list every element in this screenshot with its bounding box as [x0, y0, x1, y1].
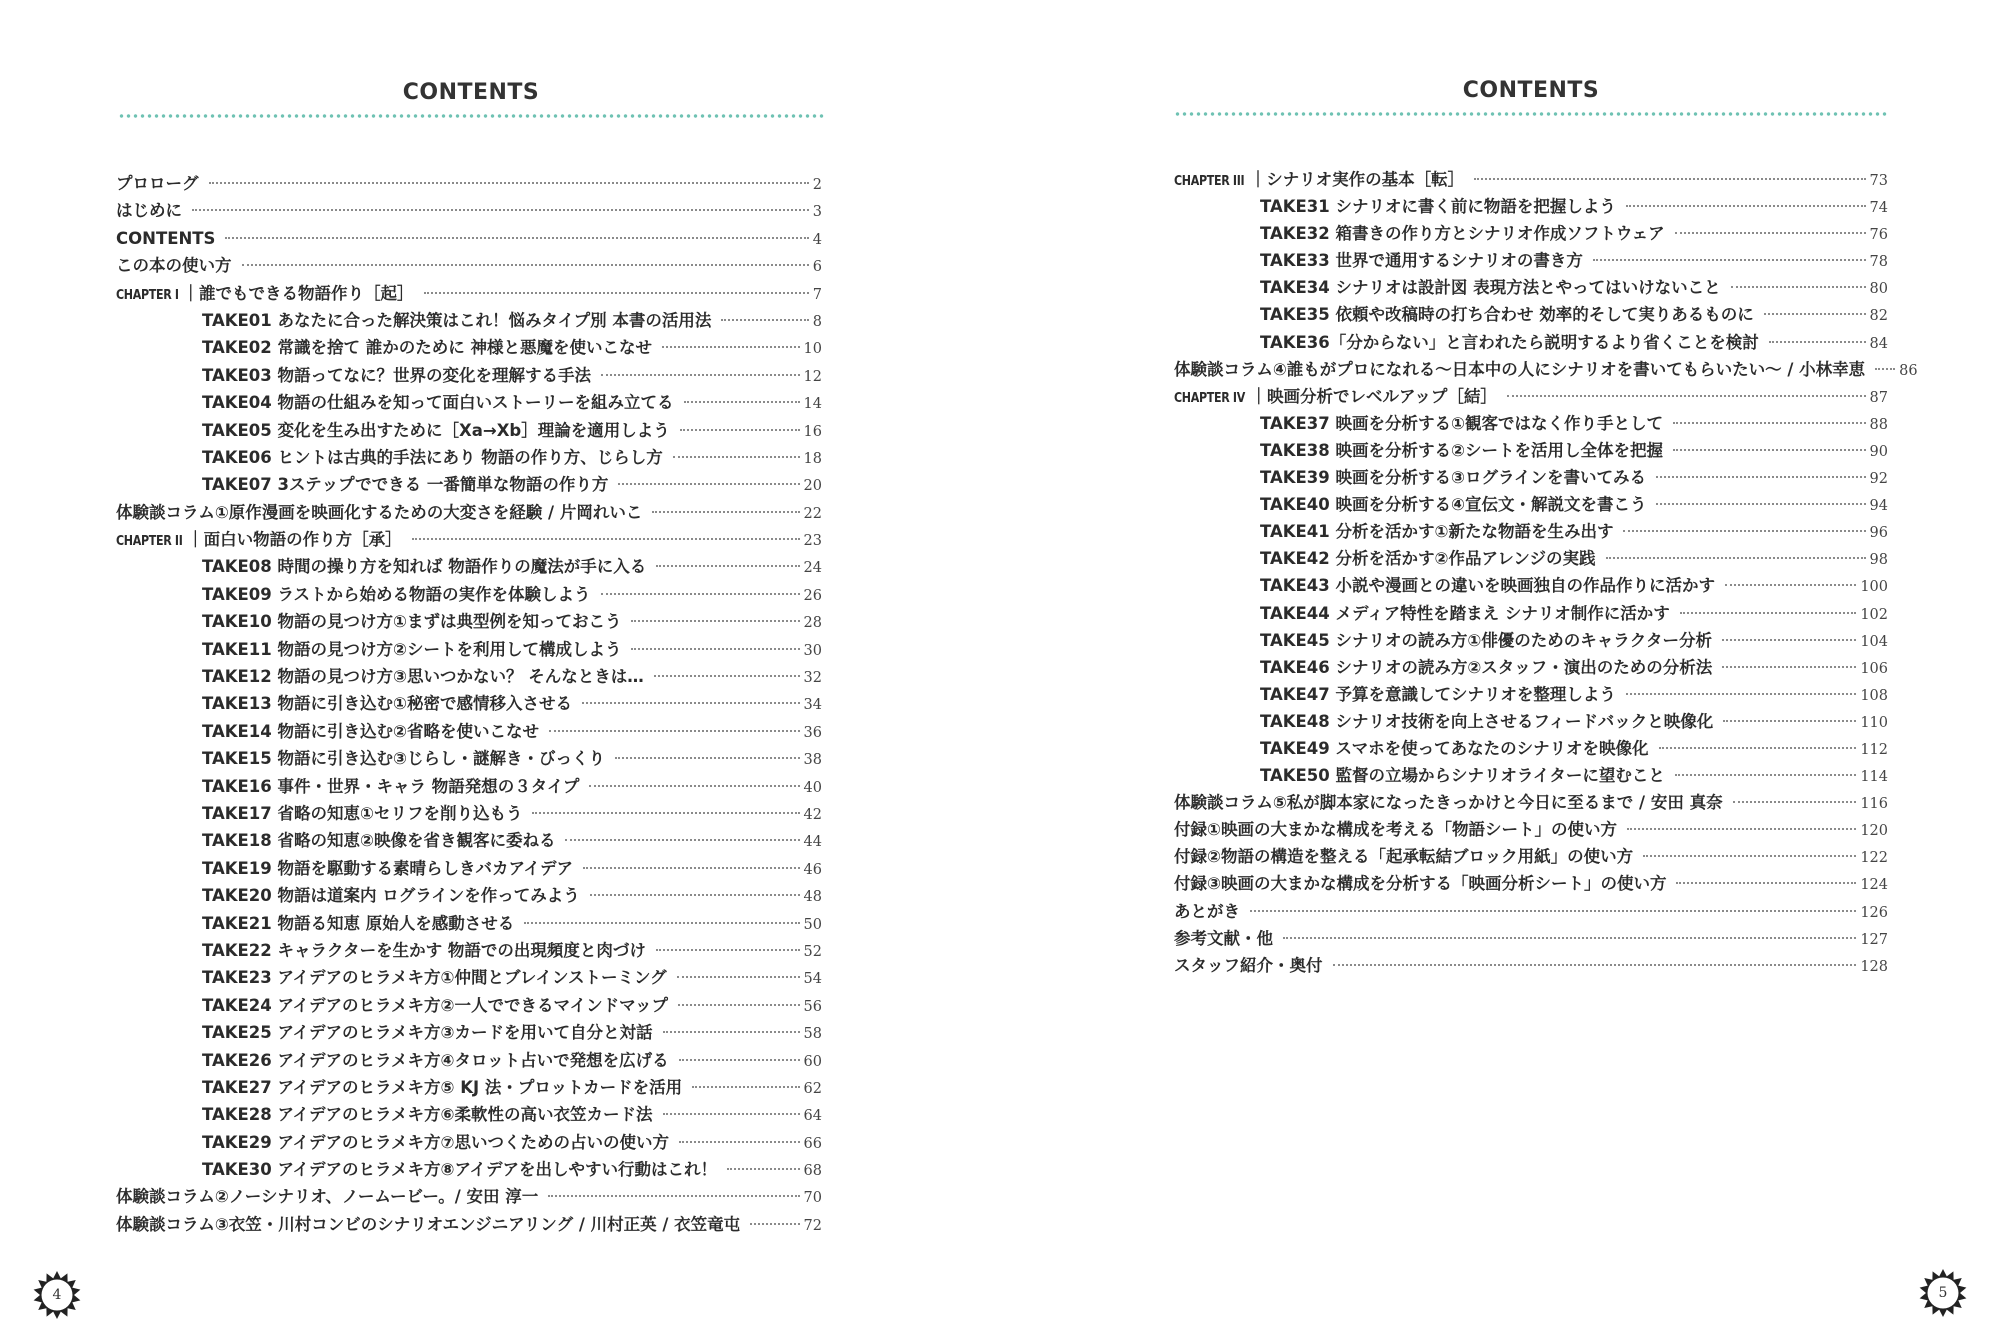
dot-leader — [679, 1059, 800, 1061]
toc-entry-page: 90 — [1869, 443, 1888, 460]
dot-leader — [582, 702, 800, 704]
toc-entry-page: 56 — [803, 998, 822, 1015]
toc-entry-title: TAKE08 時間の操り方を知れば 物語作りの魔法が手に入る — [202, 557, 647, 577]
dot-leader — [631, 648, 799, 650]
toc-entry — [116, 1019, 822, 1046]
dot-leader — [652, 511, 799, 513]
toc-entry — [116, 964, 822, 991]
dot-leader — [656, 949, 800, 951]
toc-entry-title: この本の使い方 — [116, 256, 232, 276]
toc-entry-title: TAKE07 3ステップでできる 一番簡単な物語の作り方 — [202, 475, 609, 495]
dot-leader — [631, 620, 799, 622]
toc-entry-page: 58 — [803, 1026, 822, 1043]
toc-entry-title: TAKE48 シナリオ技術を向上させるフィードバックと映像化 — [1260, 711, 1714, 731]
dot-leader — [1769, 341, 1866, 343]
toc-entry — [116, 553, 822, 580]
toc-entry — [116, 389, 822, 416]
toc-entry-page: 68 — [803, 1163, 822, 1180]
toc-entry-page: 64 — [803, 1108, 822, 1125]
dot-leader — [721, 319, 808, 321]
dot-leader — [1474, 178, 1865, 180]
dot-leader — [1733, 801, 1857, 803]
toc-entry-page: 94 — [1869, 498, 1888, 515]
toc-entry-page: 3 — [812, 204, 822, 221]
toc-entry — [116, 417, 822, 444]
toc-entry — [1174, 735, 1888, 762]
toc-entry-page: 8 — [812, 313, 822, 330]
page-heading: CONTENTS — [1462, 78, 1600, 103]
toc-entry — [1174, 952, 1888, 979]
toc-entry-title: TAKE44 メディア特性を踏まえ シナリオ制作に活かす — [1260, 603, 1670, 623]
toc-entry-page: 74 — [1869, 200, 1888, 217]
dot-leader — [601, 374, 800, 376]
toc-entry — [1174, 220, 1888, 247]
dot-leader — [1507, 395, 1866, 397]
dot-leader — [565, 839, 799, 841]
dot-leader — [549, 730, 800, 732]
toc-entry-title: TAKE46 シナリオの読み方②スタッフ・演出のための分析法 — [1260, 657, 1713, 677]
dotted-divider — [118, 113, 824, 119]
toc-entry-title: TAKE27 アイデアのヒラメキ方⑤ KJ 法・プロットカードを活用 — [202, 1077, 683, 1097]
dot-leader — [656, 565, 799, 567]
toc-entry — [116, 1074, 822, 1101]
toc-entry — [1174, 356, 1918, 383]
toc-entry-page: 122 — [1860, 850, 1888, 867]
toc-entry-title: TAKE43 小説や漫画との違いを映画独自の作品作りに活かす — [1260, 576, 1716, 596]
toc-entry-page: 18 — [803, 450, 822, 467]
dotted-divider — [1174, 111, 1888, 117]
toc-entry — [1174, 545, 1888, 572]
toc-entry — [116, 362, 822, 389]
dot-leader — [209, 182, 809, 184]
toc-entry-page: 28 — [803, 615, 822, 632]
toc-entry — [116, 334, 822, 361]
toc-entry — [116, 471, 822, 498]
dot-leader — [1680, 612, 1857, 614]
dot-leader — [1656, 503, 1865, 505]
toc-entry-title: TAKE02 常識を捨て 誰かのために 神様と悪魔を使いこなせ — [202, 338, 652, 358]
toc-entry — [116, 444, 822, 471]
dot-leader — [750, 1223, 799, 1225]
toc-entry — [1174, 301, 1888, 328]
toc-entry-title: ｜面白い物語の作り方［承］ — [187, 530, 402, 550]
dot-leader — [583, 867, 800, 869]
table-of-contents — [1174, 166, 1918, 979]
toc-entry — [116, 307, 822, 334]
toc-entry-title: TAKE18 省略の知恵②映像を省き観客に委ねる — [202, 831, 556, 851]
toc-entry-title: TAKE42 分析を活かす②作品アレンジの実践 — [1260, 549, 1596, 569]
toc-entry-title: TAKE10 物語の見つけ方①まずは典型例を知っておこう — [202, 612, 622, 632]
toc-entry-page: 32 — [803, 670, 822, 687]
dot-leader — [618, 483, 799, 485]
toc-entry-title: TAKE28 アイデアのヒラメキ方⑥柔軟性の高い衣笠カード法 — [202, 1105, 653, 1125]
toc-entry-title: TAKE41 分析を活かす①新たな物語を生み出す — [1260, 522, 1614, 542]
toc-entry-title: 体験談コラム④誰もがプロになれる〜日本中の人にシナリオを書いてもらいたい〜 / 小林幸恵 — [1174, 359, 1866, 379]
toc-entry-page: 70 — [803, 1190, 822, 1207]
toc-entry-title: TAKE22 キャラクターを生かす 物語での出現頻度と肉づけ — [202, 940, 646, 960]
toc-entry-page: 96 — [1869, 525, 1888, 542]
toc-entry-title: プロローグ — [116, 174, 199, 193]
dot-leader — [1675, 774, 1856, 776]
dot-leader — [727, 1168, 800, 1170]
dot-leader — [1656, 476, 1866, 478]
dot-leader — [615, 757, 800, 759]
toc-entry-page: 26 — [803, 587, 822, 604]
chapter-label: CHAPTER III — [1174, 173, 1245, 189]
toc-entry-page: 98 — [1869, 552, 1888, 569]
toc-entry — [116, 636, 822, 663]
toc-entry — [1174, 789, 1888, 816]
toc-entry — [116, 718, 822, 745]
toc-entry-page: 76 — [1869, 227, 1888, 244]
toc-entry — [116, 280, 822, 307]
toc-entry — [116, 937, 822, 964]
dot-leader — [1626, 205, 1866, 207]
toc-entry-title: TAKE06 ヒントは古典的手法にあり 物語の作り方、じらし方 — [202, 447, 663, 467]
toc-entry-page: 92 — [1869, 471, 1888, 488]
toc-entry-page: 23 — [803, 533, 822, 550]
toc-entry — [116, 855, 822, 882]
toc-entry — [116, 581, 822, 608]
toc-entry-page: 62 — [803, 1080, 822, 1097]
dot-leader — [1675, 232, 1866, 234]
toc-entry-title: TAKE11 物語の見つけ方②シートを利用して構成しよう — [202, 639, 622, 659]
toc-entry-page: 114 — [1860, 769, 1888, 786]
toc-entry — [1174, 464, 1888, 491]
toc-entry-page: 72 — [803, 1217, 822, 1234]
dot-leader — [1731, 286, 1866, 288]
toc-entry-title: TAKE04 物語の仕組みを知って面白いストーリーを組み立てる — [202, 393, 674, 413]
toc-entry-title: ｜シナリオ実作の基本［転］ — [1249, 170, 1465, 189]
toc-entry — [1174, 491, 1888, 518]
toc-entry-page: 78 — [1869, 254, 1888, 271]
toc-entry-title: TAKE26 アイデアのヒラメキ方④タロット占いで発想を広げる — [202, 1050, 669, 1070]
dot-leader — [1643, 855, 1856, 857]
toc-entry-page: 86 — [1899, 362, 1918, 379]
toc-entry — [1174, 247, 1888, 274]
dot-leader — [532, 812, 799, 814]
toc-entry — [1174, 708, 1888, 735]
toc-entry — [1174, 166, 1888, 193]
toc-entry-title: TAKE25 アイデアのヒラメキ方③カードを用いて自分と対話 — [202, 1023, 653, 1043]
toc-entry-title: 参考文献・他 — [1174, 928, 1273, 948]
toc-entry — [116, 773, 822, 800]
toc-entry-title: TAKE24 アイデアのヒラメキ方②一人でできるマインドマップ — [202, 995, 669, 1015]
toc-entry — [116, 800, 822, 827]
dot-leader — [1725, 584, 1856, 586]
toc-entry — [116, 1101, 822, 1128]
toc-entry — [116, 663, 822, 690]
dot-leader — [680, 429, 800, 431]
toc-entry-title: TAKE38 映画を分析する②シートを活用し全体を把握 — [1260, 440, 1663, 460]
toc-entry — [116, 1211, 822, 1238]
toc-entry-title: TAKE01 あなたに合った解決策はこれ！悩みタイプ別 本書の活用法 — [202, 310, 712, 330]
dot-leader — [1606, 557, 1866, 559]
toc-entry-title: あとがき — [1174, 901, 1240, 921]
toc-entry-page: 14 — [803, 396, 822, 413]
toc-entry-page: 44 — [803, 834, 822, 851]
toc-entry-page: 7 — [812, 286, 822, 303]
toc-entry-page: 84 — [1869, 335, 1888, 352]
toc-entry-page: 126 — [1860, 904, 1888, 921]
toc-entry-title: 体験談コラム③衣笠・川村コンビのシナリオエンジニアリング / 川村正英 / 衣笠竜屯 — [116, 1214, 741, 1234]
toc-entry-title: TAKE31 シナリオに書く前に物語を把握しよう — [1260, 197, 1616, 217]
toc-entry-title: TAKE29 アイデアのヒラメキ方⑦思いつくための占いの使い方 — [202, 1132, 669, 1152]
toc-entry-page: 127 — [1860, 931, 1888, 948]
toc-entry-title: TAKE14 物語に引き込む②省略を使いこなせ — [202, 721, 539, 741]
toc-entry-title: はじめに — [116, 201, 182, 221]
toc-entry-title: TAKE50 監督の立場からシナリオライターに望むこと — [1260, 766, 1665, 786]
dot-leader — [1623, 530, 1865, 532]
toc-entry-title: TAKE19 物語を駆動する素晴らしきバカアイデア — [202, 858, 574, 878]
toc-entry — [1174, 274, 1888, 301]
dot-leader — [524, 922, 799, 924]
dot-leader — [1250, 910, 1856, 912]
dot-leader — [424, 292, 809, 294]
toc-entry-title: TAKE33 世界で通用するシナリオの書き方 — [1260, 251, 1583, 271]
toc-entry-title: TAKE36「分からない」と言われたら説明するより省くことを検討 — [1260, 332, 1759, 352]
page-heading: CONTENTS — [402, 80, 540, 105]
dot-leader — [663, 1113, 800, 1115]
toc-entry-page: 87 — [1869, 389, 1888, 406]
toc-entry-page: 50 — [803, 916, 822, 933]
toc-entry — [1174, 572, 1888, 599]
dot-leader — [673, 456, 800, 458]
toc-entry — [116, 225, 822, 252]
toc-entry-page: 100 — [1860, 579, 1888, 596]
page-number: 5 — [1938, 1285, 1948, 1301]
chapter-label: CHAPTER II — [116, 533, 183, 550]
toc-entry-page: 22 — [803, 505, 822, 522]
toc-entry — [1174, 762, 1888, 789]
dot-leader — [679, 1141, 800, 1143]
toc-entry — [1174, 410, 1888, 437]
toc-entry-page: 16 — [803, 423, 822, 440]
toc-entry — [1174, 681, 1888, 708]
toc-entry-title: TAKE45 シナリオの読み方①俳優のためのキャラクター分析 — [1260, 630, 1712, 650]
toc-entry-title: 体験談コラム①原作漫画を映画化するための大変さを経験 / 片岡れいこ — [116, 502, 643, 522]
page-number-badge — [1918, 1268, 1968, 1318]
toc-entry — [116, 1129, 822, 1156]
toc-entry-page: 66 — [803, 1135, 822, 1152]
toc-entry — [116, 526, 822, 553]
toc-entry — [1174, 843, 1888, 870]
toc-entry — [116, 827, 822, 854]
dot-leader — [662, 346, 800, 348]
dot-leader — [192, 209, 809, 211]
toc-entry-page: 102 — [1860, 606, 1888, 623]
toc-entry — [116, 252, 822, 279]
toc-entry-page: 38 — [803, 752, 822, 769]
toc-entry-title: TAKE20 物語は道案内 ログラインを作ってみよう — [202, 886, 580, 906]
toc-entry-page: 24 — [803, 560, 822, 577]
page-number-badge — [32, 1270, 82, 1320]
toc-entry-page: 4 — [812, 231, 822, 248]
toc-entry-title: 体験談コラム⑤私が脚本家になったきっかけと今日に至るまで / 安田 真奈 — [1174, 793, 1723, 813]
toc-entry-title: TAKE12 物語の見つけ方③思いつかない？ そんなときは… — [202, 667, 644, 687]
dot-leader — [1283, 937, 1856, 939]
toc-entry — [116, 910, 822, 937]
toc-entry-page: 36 — [803, 724, 822, 741]
toc-entry-page: 120 — [1860, 823, 1888, 840]
dot-leader — [1875, 368, 1895, 370]
toc-entry-title: TAKE21 物語る知恵 原始人を感動させる — [202, 913, 515, 933]
dot-leader — [678, 1004, 800, 1006]
toc-entry-page: 88 — [1869, 416, 1888, 433]
toc-entry-page: 20 — [803, 478, 822, 495]
toc-entry-title: ｜誰でもできる物語作り［起］ — [182, 283, 414, 303]
dot-leader — [601, 593, 800, 595]
toc-entry-page: 10 — [803, 341, 822, 358]
toc-entry-title: TAKE09 ラストから始める物語の実作を体験しよう — [202, 584, 591, 604]
dot-leader — [589, 785, 799, 787]
toc-entry-title: TAKE32 箱書きの作り方とシナリオ作成ソフトウェア — [1260, 224, 1665, 244]
dot-leader — [412, 538, 800, 540]
toc-entry-page: 52 — [803, 943, 822, 960]
toc-entry-page: 124 — [1860, 877, 1888, 894]
toc-entry-page: 34 — [803, 697, 822, 714]
dot-leader — [692, 1086, 799, 1088]
toc-entry — [116, 197, 822, 224]
toc-entry — [116, 1047, 822, 1074]
toc-entry-title: TAKE30 アイデアのヒラメキ方⑧アイデアを出しやすい行動はこれ！ — [202, 1160, 718, 1180]
toc-entry-page: 42 — [803, 806, 822, 823]
chapter-label: CHAPTER IV — [1174, 389, 1245, 406]
dot-leader — [1659, 747, 1857, 749]
toc-entry-page: 82 — [1869, 308, 1888, 325]
toc-entry-page: 46 — [803, 861, 822, 878]
dot-leader — [1723, 720, 1856, 722]
toc-entry — [1174, 925, 1888, 952]
toc-entry-page: 112 — [1860, 741, 1888, 758]
toc-entry — [1174, 816, 1888, 843]
toc-entry — [1174, 870, 1888, 897]
toc-entry — [116, 170, 822, 197]
toc-entry — [1174, 329, 1888, 356]
dot-leader — [1673, 422, 1866, 424]
toc-entry-page: 108 — [1860, 687, 1888, 704]
toc-entry-title: TAKE34 シナリオは設計図 表現方法とやってはいけないこと — [1260, 278, 1721, 298]
toc-entry-title: TAKE47 予算を意識してシナリオを整理しよう — [1260, 684, 1616, 704]
toc-entry — [1174, 518, 1888, 545]
toc-entry-page: 128 — [1860, 958, 1888, 975]
dot-leader — [242, 264, 809, 266]
toc-entry — [116, 882, 822, 909]
toc-entry-page: 40 — [803, 779, 822, 796]
toc-entry-title: 付録①映画の大まかな構成を考える「物語シート」の使い方 — [1174, 820, 1617, 840]
dot-leader — [663, 1031, 800, 1033]
toc-entry-title: TAKE03 物語ってなに？世界の変化を理解する手法 — [202, 365, 592, 385]
toc-entry-page: 30 — [803, 642, 822, 659]
toc-entry-page: 80 — [1869, 281, 1888, 298]
dot-leader — [590, 894, 800, 896]
toc-entry-page: 2 — [812, 177, 822, 193]
page-number: 4 — [52, 1287, 62, 1303]
toc-entry — [1174, 898, 1888, 925]
toc-entry-title: TAKE16 事件・世界・キャラ 物語発想の３タイプ — [202, 776, 580, 796]
toc-entry — [1174, 383, 1888, 410]
toc-entry-title: TAKE39 映画を分析する③ログラインを書いてみる — [1260, 468, 1646, 488]
toc-entry-page: 116 — [1860, 796, 1888, 813]
toc-entry-page: 106 — [1860, 660, 1888, 677]
toc-entry-page: 60 — [803, 1053, 822, 1070]
dot-leader — [1627, 828, 1856, 830]
toc-entry-title: TAKE23 アイデアのヒラメキ方①仲間とブレインストーミング — [202, 968, 667, 988]
toc-entry-title: TAKE05 変化を生み出すために［Xa→Xb］理論を適用しよう — [202, 420, 670, 440]
dot-leader — [1722, 639, 1856, 641]
chapter-label: CHAPTER I — [116, 286, 179, 303]
toc-entry-title: 付録②物語の構造を整える「起承転結ブロック用紙」の使い方 — [1174, 847, 1634, 867]
dot-leader — [1333, 964, 1857, 966]
dot-leader — [1676, 882, 1856, 884]
dot-leader — [1764, 313, 1866, 315]
dot-leader — [1626, 693, 1856, 695]
toc-entry — [116, 1183, 822, 1210]
toc-entry — [1174, 654, 1888, 681]
toc-entry — [116, 690, 822, 717]
toc-entry — [1174, 437, 1888, 464]
toc-entry-title: TAKE13 物語に引き込む①秘密で感情移入させる — [202, 694, 572, 714]
dot-leader — [1673, 449, 1866, 451]
toc-entry-title: TAKE49 スマホを使ってあなたのシナリオを映像化 — [1260, 738, 1649, 758]
toc-entry-title: TAKE35 依頼や改稿時の打ち合わせ 効率的そして実りあるものに — [1260, 305, 1754, 325]
toc-entry-title: TAKE17 省略の知恵①セリフを削り込もう — [202, 803, 523, 823]
dot-leader — [677, 976, 800, 978]
table-of-contents — [116, 170, 822, 1238]
dot-leader — [548, 1195, 799, 1197]
toc-entry — [1174, 193, 1888, 220]
toc-entry — [116, 992, 822, 1019]
toc-entry-title: ｜映画分析でレベルアップ［結］ — [1250, 386, 1497, 406]
dot-leader — [654, 675, 800, 677]
dot-leader — [684, 401, 800, 403]
toc-entry-title: スタッフ紹介・奥付 — [1174, 955, 1323, 975]
toc-entry — [1174, 627, 1888, 654]
toc-entry-title: TAKE37 映画を分析する①観客ではなく作り手として — [1260, 413, 1663, 433]
toc-entry-title: CONTENTS — [116, 228, 216, 248]
toc-entry-title: TAKE40 映画を分析する④宣伝文・解説文を書こう — [1260, 495, 1647, 515]
dot-leader — [1593, 259, 1866, 261]
toc-entry — [116, 1156, 822, 1183]
dot-leader — [1722, 666, 1856, 668]
right-page — [1000, 0, 2000, 1342]
toc-entry — [116, 499, 822, 526]
toc-entry-page: 104 — [1860, 633, 1888, 650]
toc-entry-page: 48 — [803, 889, 822, 906]
toc-entry-page: 54 — [803, 971, 822, 988]
toc-entry-title: TAKE15 物語に引き込む③じらし・謎解き・びっくり — [202, 749, 605, 769]
toc-entry — [116, 608, 822, 635]
toc-entry-title: 体験談コラム②ノーシナリオ、ノームービー。/ 安田 淳一 — [116, 1187, 539, 1207]
toc-entry — [116, 745, 822, 772]
toc-entry-page: 12 — [803, 368, 822, 385]
toc-entry-page: 110 — [1860, 714, 1888, 731]
dot-leader — [225, 237, 808, 239]
toc-entry-title: 付録③映画の大まかな構成を分析する「映画分析シート」の使い方 — [1174, 874, 1667, 894]
toc-entry — [1174, 600, 1888, 627]
toc-entry-page: 6 — [812, 259, 822, 276]
toc-entry-page: 73 — [1869, 173, 1888, 189]
